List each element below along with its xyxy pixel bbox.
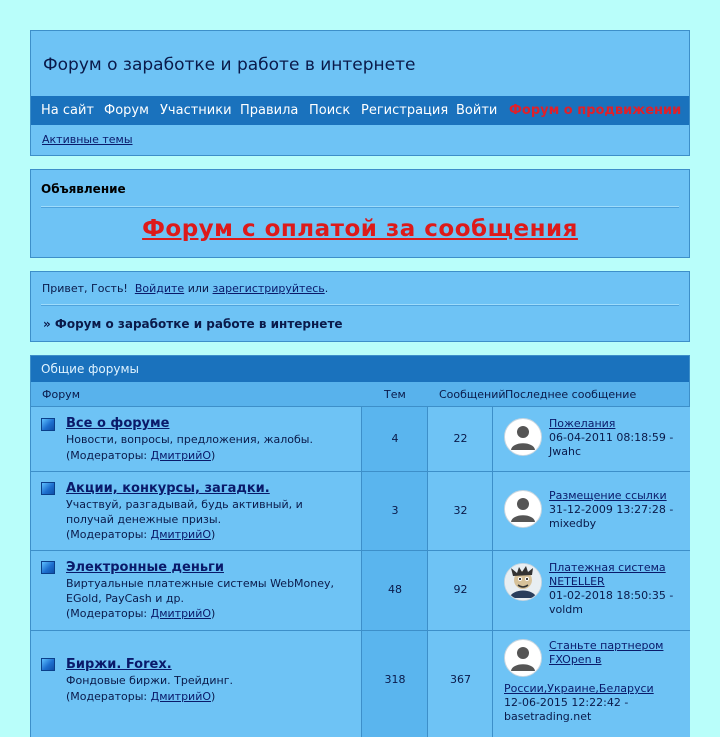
forum-title-link[interactable]: Акции, конкурсы, загадки. [66,481,270,496]
last-post-author: basetrading.net [504,710,592,723]
nav-register[interactable]: Регистрация [361,103,449,118]
last-post-cell [492,631,690,737]
breadcrumb: » Форум о заработке и работе в интернете [43,317,343,331]
last-post-date: 12-06-2015 12:22:42 - [504,696,629,709]
last-post-info [549,489,689,531]
moderators-label: (Модераторы: [66,607,151,620]
default-user-icon [504,418,542,456]
forum-info [31,631,361,737]
announcement-link[interactable]: Форум с оплатой за сообщения [142,216,578,242]
moderator-link[interactable]: ДмитрийО [150,690,212,703]
nav-rules[interactable]: Правила [240,103,299,118]
last-post-link[interactable]: Станьте партнером FXOpen в [549,639,664,666]
topics-count: 318 [384,673,406,686]
posts-count-cell [427,551,493,630]
moderator-link[interactable]: ДмитрийО [150,449,212,462]
last-post-cell [492,551,690,630]
forum-icon [41,658,55,671]
col-forum: Форум [42,388,80,401]
moderators-close: ) [211,528,216,541]
moderators-label: (Модераторы: [66,528,151,541]
divider [41,206,679,208]
posts-count: 367 [450,673,471,686]
forum-row [31,630,689,737]
default-user-icon [504,639,542,677]
forum-info [31,407,361,471]
forum-title-link[interactable]: Электронные деньги [66,560,224,575]
forum-title-link[interactable]: Все о форуме [66,416,170,431]
last-post-info-cont [504,682,689,724]
divider [41,304,679,306]
last-post-author: voldm [549,603,583,616]
announcement-box [30,169,690,258]
last-post-date: 31-12-2009 13:27:28 - [549,503,674,516]
posts-count: 22 [453,432,468,445]
column-headers [31,382,689,406]
moderators-close: ) [211,449,216,462]
nav-search[interactable]: Поиск [309,103,351,118]
posts-count-cell [427,472,493,550]
forum-moderators [66,690,215,703]
default-user-icon [504,490,542,528]
posts-count: 92 [453,583,468,596]
topics-count: 48 [388,583,402,596]
last-post-cell [492,407,690,471]
last-post-author: mixedby [549,517,597,530]
forum-row [31,406,689,471]
nav-forum[interactable]: Форум [104,103,149,118]
category-title: Общие форумы [41,362,139,376]
col-last-post: Последнее сообщение [505,388,637,401]
greeting-hello: Привет, Гость! [42,282,128,295]
site-title: Форум о заработке и работе в интернете [43,55,416,75]
forum-description: Новости, вопросы, предложения, жалобы. [66,433,313,446]
forum-info [31,551,361,630]
main-navbar [31,96,689,125]
col-topics: Тем [384,388,406,401]
nav-promo-forum[interactable]: Форум о продвижении [509,103,682,118]
announcement-title: Объявление [41,182,126,196]
forum-icon [41,418,55,431]
nav-home[interactable]: На сайт [41,103,95,118]
moderator-link[interactable]: ДмитрийО [150,528,212,541]
moderators-close: ) [211,690,216,703]
forum-row [31,550,689,630]
moderators-label: (Модераторы: [66,449,151,462]
last-post-cell [492,472,690,550]
forum-table [30,355,690,737]
moderators-close: ) [211,607,216,620]
topics-count-cell [361,631,428,737]
topics-count: 3 [391,504,399,517]
last-post-link[interactable]: Размещение ссылки [549,489,667,502]
forum-title-link[interactable]: Биржи. Forex. [66,657,172,672]
forum-moderators [66,528,215,541]
topics-count-cell [361,551,428,630]
forum-moderators [66,449,215,462]
greeting-or: или [187,282,210,295]
posts-count-cell [427,631,493,737]
nav-login[interactable]: Войти [456,103,498,118]
forum-icon [41,561,55,574]
register-link[interactable]: зарегистрируйтесь [212,282,325,295]
greeting-period: . [324,282,329,295]
greeting-text [42,282,328,295]
moderator-link[interactable]: ДмитрийО [150,607,212,620]
forum-moderators [66,607,215,620]
forum-description: Виртуальные платежные системы WebMoney, EGold, PayCash и др. [66,577,335,605]
site-header [30,30,690,156]
topics-count-cell [361,472,428,550]
category-header [31,356,689,382]
greeting-box [30,271,690,342]
topics-count-cell [361,407,428,471]
forum-info [31,472,361,550]
last-post-link[interactable]: Пожелания [549,417,616,430]
cartoon-avatar-icon [504,563,542,601]
forum-description: Фондовые биржи. Трейдинг. [66,674,233,687]
last-post-info [549,561,689,617]
posts-count: 32 [453,504,468,517]
active-topics-link[interactable]: Активные темы [42,133,133,146]
login-link[interactable]: Войдите [134,282,185,295]
nav-members[interactable]: Участники [160,103,232,118]
last-post-info [549,639,689,667]
last-post-link[interactable]: Платежная система NETELLER [549,561,666,588]
col-posts: Сообщений [439,388,506,401]
last-post-info [549,417,689,459]
topics-count: 4 [391,432,399,445]
last-post-date: 01-02-2018 18:50:35 - [549,589,674,602]
last-post-date: 06-04-2011 08:18:59 - [549,431,674,444]
posts-count-cell [427,407,493,471]
last-post-author: Jwahc [549,445,582,458]
forum-icon [41,482,55,495]
forum-description: Участвуй, разгадывай, будь активный, и получай денежные призы. [66,498,303,526]
forum-row [31,471,689,550]
last-post-link-cont[interactable]: России,Украине,Беларуси [504,682,654,695]
moderators-label: (Модераторы: [66,690,151,703]
